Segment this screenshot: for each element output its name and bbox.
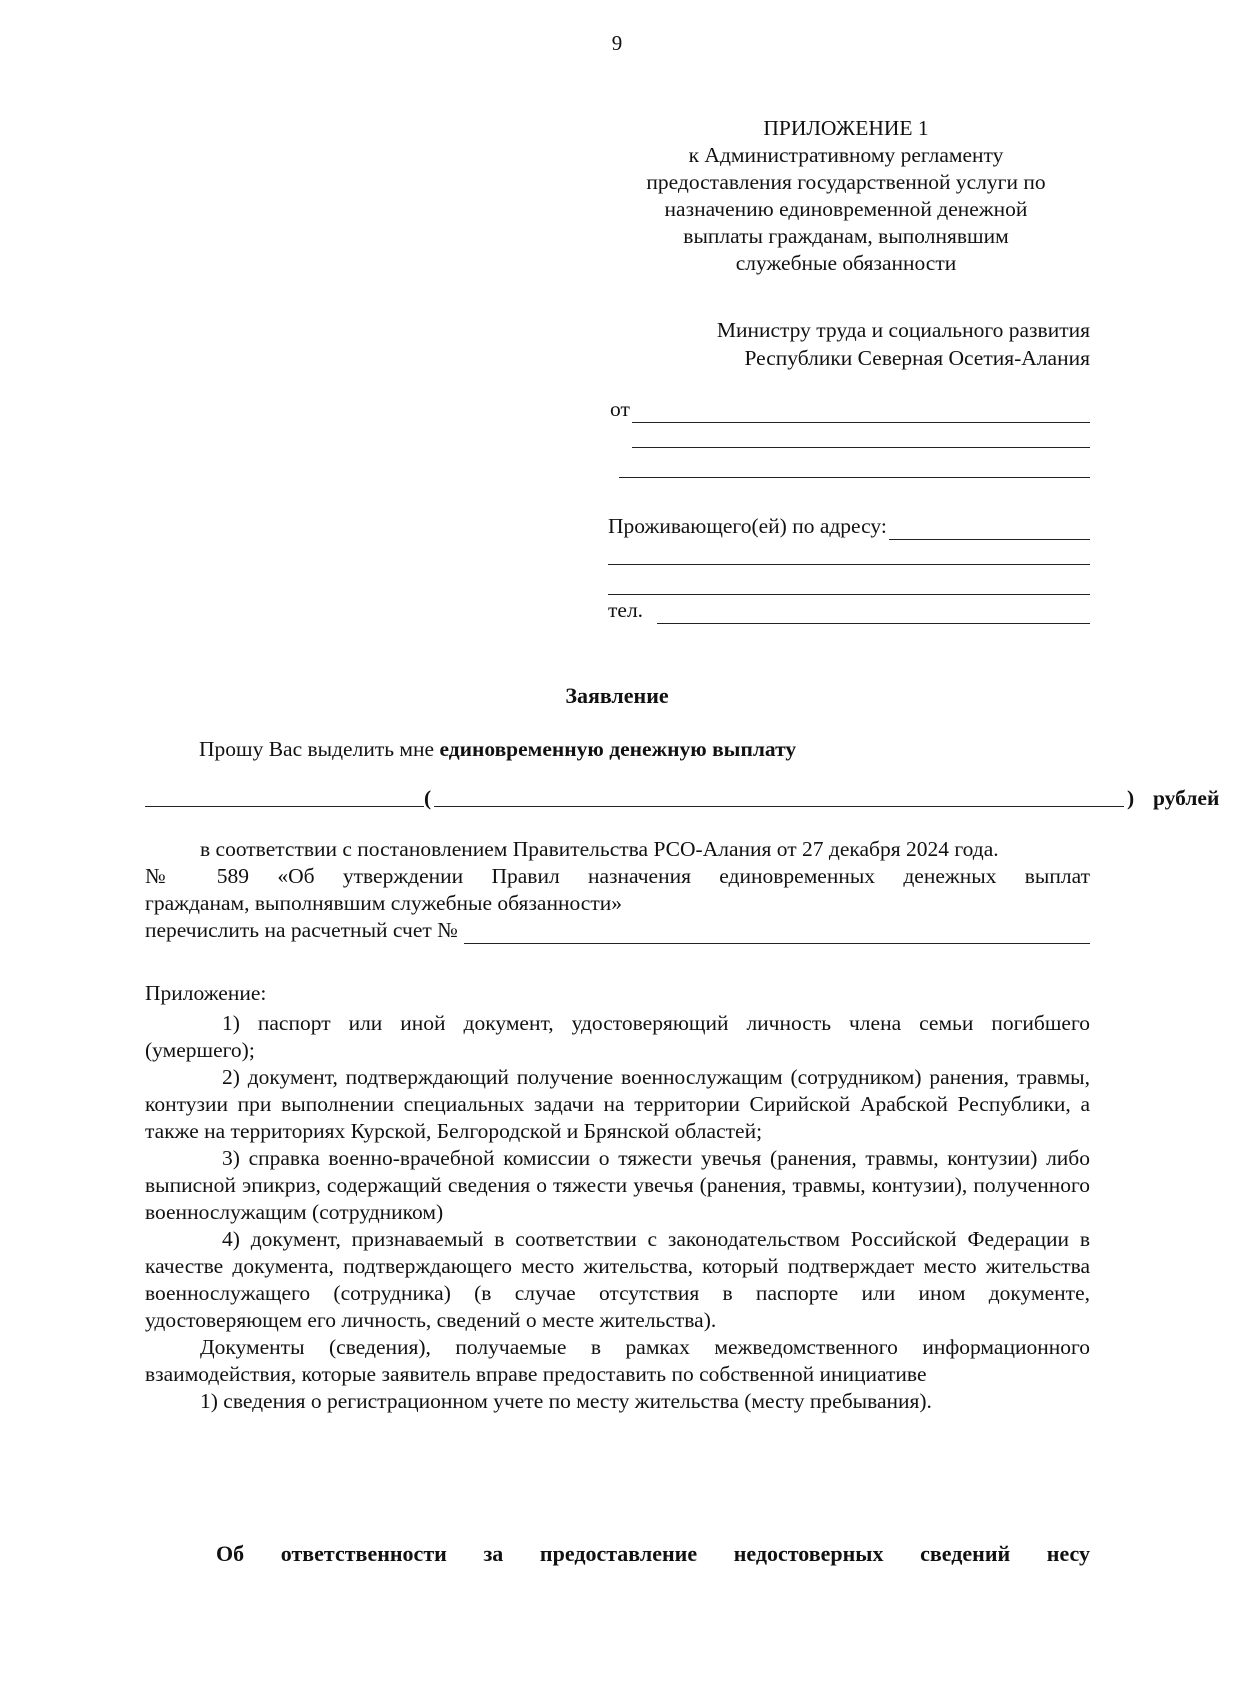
address-field-row — [608, 513, 1090, 540]
basis-line-1: в соответствии с постановлением Правительства РСО-Алания от 27 декабря 2024 года. — [200, 837, 999, 861]
attachments-heading: Приложение: — [145, 981, 267, 1005]
appendix-title: ПРИЛОЖЕНИЕ 1 — [763, 116, 929, 140]
appendix-line: к Административному регламенту — [688, 143, 1004, 167]
from-label: от — [610, 397, 630, 421]
basis-paragraph — [145, 836, 1090, 917]
attachment-item: 2) документ, подтверждающий получение военнослужащим (сотрудником) ранения, травмы, контузии при выполнении специальных задачи на территории Сирийской Арабской Республики, а также на территориях Курской, Белгородской и Брянской областей; — [145, 1065, 1090, 1143]
attachment-item: 3) справка военно-врачебной комиссии о тяжести увечья (ранения, травмы, контузии) либо выписной эпикриз, содержащий сведения о тяжести увечья (ранения, травмы, контузии), полученного военнослужащим (сотрудником) — [145, 1146, 1090, 1224]
account-label: перечислить на расчетный счет № — [145, 918, 458, 942]
address-label: Проживающего(ей) по адресу: — [608, 514, 887, 538]
amount-open-paren: ( — [424, 786, 432, 810]
from-blank[interactable] — [632, 400, 1090, 423]
appendix-header — [610, 115, 1082, 277]
account-number-blank[interactable] — [464, 921, 1090, 944]
basis-line-3: гражданам, выполнявшим служебные обязанности» — [145, 891, 622, 915]
address-blank[interactable] — [889, 517, 1090, 540]
appendix-line: служебные обязанности — [735, 251, 957, 275]
attachments-section — [145, 980, 1090, 1415]
appendix-line: назначению единовременной денежной — [664, 197, 1028, 221]
phone-field-row — [608, 597, 1090, 624]
from-field-row — [610, 396, 1090, 423]
amount-row — [145, 785, 1220, 813]
appendix-line: предоставления государственной услуги по — [646, 170, 1046, 194]
from-blank-line-2[interactable] — [632, 447, 1090, 448]
appendix-line: выплаты гражданам, выполнявшим — [683, 224, 1009, 248]
responsibility-statement: Об ответственности за предоставление недостоверных сведений несу — [216, 1541, 1090, 1566]
phone-label: тел. — [608, 598, 644, 622]
address-blank-line-3[interactable] — [608, 594, 1090, 595]
recipient-block — [600, 316, 1090, 372]
amount-currency: рублей — [1153, 786, 1220, 810]
amount-close-paren: ) — [1127, 786, 1135, 810]
amount-words-blank[interactable] — [434, 806, 1124, 807]
recipient-line: Министру труда и социального развития — [716, 318, 1090, 342]
request-line — [199, 736, 796, 763]
from-blank-line-3[interactable] — [619, 477, 1090, 478]
interagency-text: Документы (сведения), получаемые в рамках межведомственного информационного взаимодействия, которые заявитель вправе предоставить по собственной инициативе — [145, 1335, 1090, 1386]
account-row — [145, 917, 1090, 944]
request-prefix: Прошу Вас выделить мне — [199, 737, 440, 761]
document-title: Заявление — [565, 683, 669, 708]
amount-digits-blank[interactable] — [145, 806, 424, 807]
page-number: 9 — [611, 31, 623, 55]
address-blank-line-2[interactable] — [608, 564, 1090, 565]
phone-blank[interactable] — [657, 601, 1090, 624]
attachment-item: 1) паспорт или иной документ, удостоверяющий личность члена семьи погибшего (умершего); — [145, 1011, 1090, 1062]
attachment-item: 4) документ, признаваемый в соответствии с законодательством Российской Федерации в качестве документа, подтверждающего место жительства, который подтверждает место жительства военнослужащего (сотрудника) (в случае отсутствия в паспорте или ином документе, удостоверяющем его личность, сведений о месте жительства). — [145, 1227, 1090, 1332]
basis-line-2: № 589 «Об утверждении Правил назначения единовременных денежных выплат — [145, 864, 1090, 888]
interagency-item: 1) сведения о регистрационном учете по месту жительства (месту пребывания). — [200, 1389, 932, 1413]
recipient-line: Республики Северная Осетия-Алания — [744, 346, 1090, 370]
request-emphasis: единовременную денежную выплату — [439, 737, 797, 761]
